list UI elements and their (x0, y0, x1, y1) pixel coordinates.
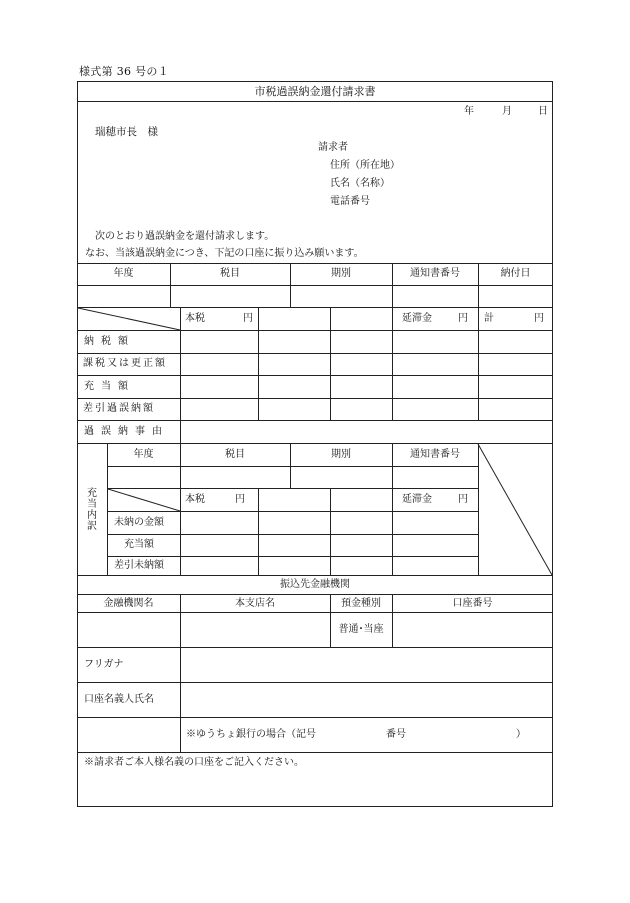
header-period: 期別 (331, 268, 351, 279)
form-title: 市税過誤納金還付請求書 (254, 85, 376, 98)
header-payment-date: 納付日 (500, 268, 531, 279)
bank-account-no: 口座番号 (452, 598, 493, 609)
line-t1-top (77, 263, 553, 264)
line-ap-d (107, 534, 478, 535)
amount-late-fee-yen: 円 (458, 313, 468, 324)
bank-heading: 振込先金融機関 (280, 579, 350, 590)
line-t2-e (77, 420, 553, 421)
ap-header-tax-item: 税目 (225, 449, 245, 460)
line-t2-d (77, 398, 553, 399)
header-notice-no: 通知書番号 (410, 268, 460, 279)
line-ap-v4 (392, 443, 393, 575)
row-overpaid: 差引過誤納額 (83, 403, 155, 414)
line-ap-v3 (330, 488, 331, 575)
amount-main-tax-yen: 円 (243, 313, 253, 324)
date-year: 年 (464, 106, 474, 117)
line-t2-v5 (478, 307, 479, 420)
ap-row-remaining: 差引未納額 (114, 560, 164, 571)
line-bank-v1 (180, 594, 181, 752)
claimant-name: 氏名（名称） (330, 178, 390, 189)
line-t2-c (77, 375, 553, 376)
line-t1-header (77, 285, 553, 286)
line-ap-f (77, 575, 553, 576)
header-tax-item: 税目 (220, 268, 240, 279)
ap-header-period: 期別 (331, 449, 351, 460)
addressee: 瑞穂市長 様 (95, 126, 158, 138)
line-ap-b (107, 488, 478, 489)
bank-yucho-prefix: ※ゆうちょ銀行の場合（記号 (186, 729, 316, 740)
line-t2-v4 (392, 307, 393, 420)
appropriation-side-label: 充 当 内 訳 (87, 488, 97, 532)
bank-account-type-value: 普通･当座 (338, 624, 384, 635)
line-t2-a (77, 330, 553, 331)
footer-note: ※請求者ご本人様名義の口座をご記入ください。 (84, 757, 304, 768)
ap-main-tax: 本税 (185, 494, 205, 505)
line-bank-c (77, 647, 553, 648)
form-number: 様式第 36 号の１ (79, 65, 169, 78)
line-t2-v2 (258, 307, 259, 420)
line-t2-f (77, 443, 553, 444)
line-bank-d (77, 682, 553, 683)
date-month: 月 (502, 106, 512, 117)
line-ap-e (107, 556, 478, 557)
bank-furigana: フリガナ (84, 659, 124, 670)
line-t1-bottom (77, 307, 553, 308)
line-bank-e (77, 717, 553, 718)
ap-header-notice-no: 通知書番号 (410, 449, 460, 460)
bank-institution: 金融機関名 (103, 598, 154, 609)
bank-holder: 口座名義人氏名 (84, 694, 154, 705)
ap-late-fee-yen: 円 (458, 494, 468, 505)
line-ap-c (107, 511, 478, 512)
line-ap-side (107, 443, 108, 575)
bank-account-type: 預金種別 (341, 598, 381, 609)
line-t2-v3 (330, 307, 331, 420)
row-reason: 過誤納事由 (84, 426, 169, 437)
bank-yucho-number: 番号 (386, 729, 406, 740)
statement-line2: なお、当該過誤納金につき、下記の口座に振り込み願います。 (85, 248, 364, 259)
date-day: 日 (538, 106, 548, 117)
amount-main-tax: 本税 (185, 313, 205, 324)
line-t2-v1 (180, 307, 181, 443)
header-year: 年度 (113, 268, 134, 279)
line-ap-a (107, 466, 478, 467)
line-t2-b (77, 353, 553, 354)
bank-yucho-close: ） (516, 729, 526, 740)
amount-total: 計 (484, 313, 494, 324)
line-bank-b (77, 612, 553, 613)
row-applied: 充当額 (84, 381, 135, 392)
ap-main-tax-yen: 円 (235, 494, 245, 505)
row-tax-paid: 納税額 (84, 336, 135, 347)
line-ap-v2b (258, 488, 259, 575)
line-ap-v1 (180, 443, 181, 575)
line-ap-v5 (478, 443, 479, 575)
line-title (77, 101, 553, 102)
statement-line1: 次のとおり過誤納金を還付請求します。 (95, 231, 275, 242)
ap-late-fee: 延滞金 (402, 494, 432, 505)
bank-branch: 本支店名 (235, 598, 275, 609)
row-corrected: 課税又は更正額 (83, 358, 167, 369)
claimant-heading: 請求者 (318, 142, 348, 153)
amount-total-yen: 円 (534, 313, 544, 324)
ap-row-unpaid: 未納の金額 (114, 517, 164, 528)
amount-late-fee: 延滞金 (402, 313, 432, 324)
ap-row-applied: 充当額 (124, 539, 154, 550)
ap-header-year: 年度 (133, 449, 154, 460)
claimant-address: 住所（所在地） (330, 160, 400, 171)
claimant-phone: 電話番号 (330, 196, 370, 207)
line-bank-a (77, 594, 553, 595)
line-bank-f (77, 752, 553, 753)
